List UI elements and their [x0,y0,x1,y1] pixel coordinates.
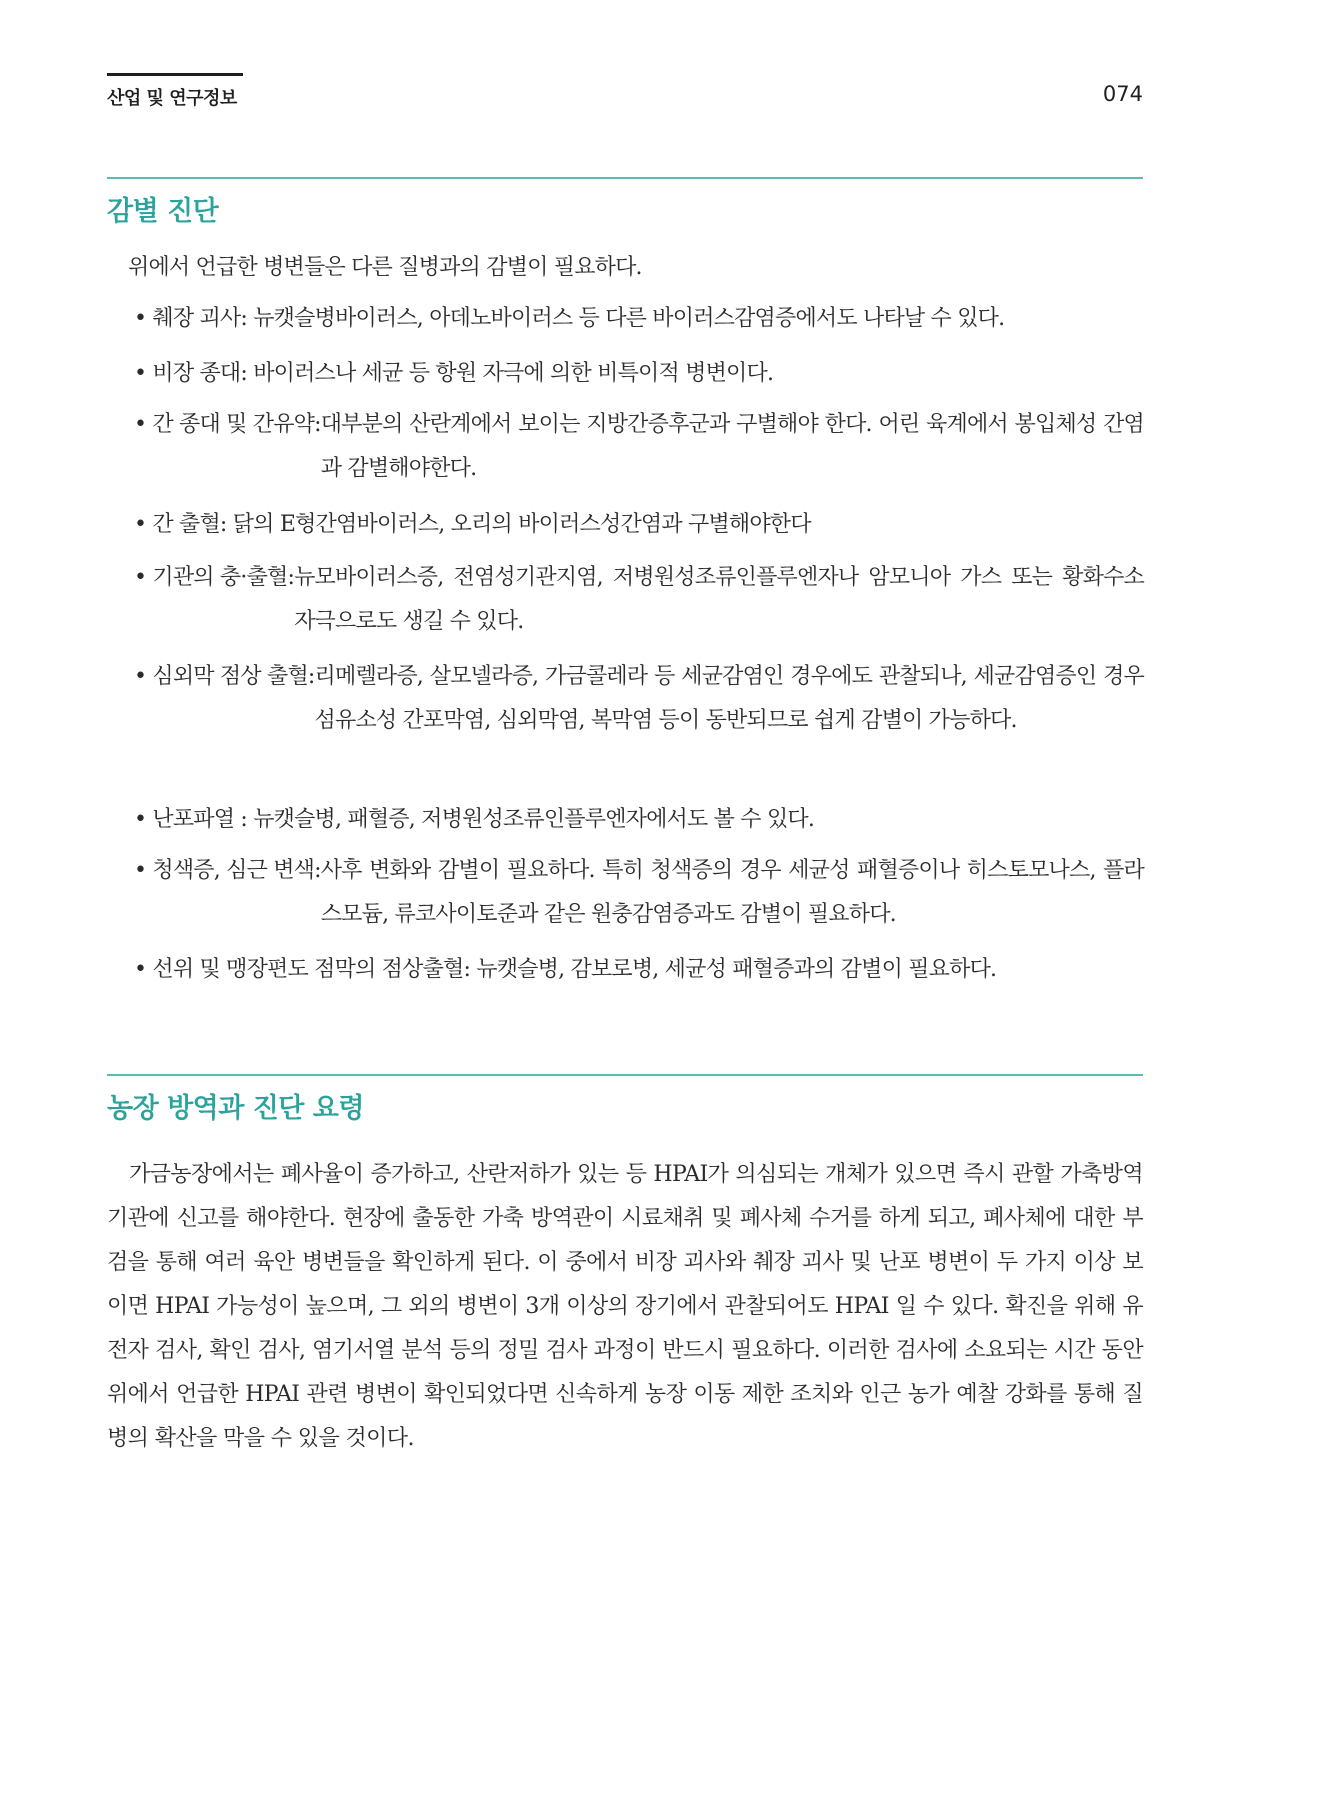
bullet-item [134,655,1144,743]
bullet-item [134,403,1144,491]
bullet-term: • 심외막 점상 출혈: [134,664,315,689]
bullet-term: • 선위 및 맹장편도 점막의 점상출혈: [134,957,477,982]
bullet-desc: 대부분의 산란계에서 보이는 지방간증후군과 구별해야 한다. 어린 육계에서 봉입체성 간염과 감별해야한다. [320,412,1144,481]
bullet-desc: 뉴캣슬병, 감보로병, 세균성 패혈증과의 감별이 필요하다. [476,957,997,982]
section-label: 산업 및 연구정보 [107,88,237,109]
body-paragraph: 가금농장에서는 폐사율이 증가하고, 산란저하가 있는 등 HPAI가 의심되는 개체가 있으면 즉시 관할 가축방역기관에 신고를 해야한다. 현장에 출동한 가축 방역관이 시료채취 및 폐사체 수거를 하게 되고, 폐사체에 대한 부검을 통해 여러 육안 병변들을 확인하게 된다. 이 중에서 비장 괴사와 췌장 괴사 및 난포 병변이 두 가지 이상 보이면 HPAI 가능성이 높으며, 그 외의 병변이 3개 이상의 장기에서 관찰되어도 HPAI 일 수 있다. 확진을 위해 유전자 검사, 확인 검사, 염기서열 분석 등의 정밀 검사 과정이 반드시 필요하다. 이러한 검사에 소요되는 시간 동안 위에서 언급한 HPAI 관련 병변이 확인되었다면 신속하게 농장 이동 제한 조치와 인근 농가 예찰 강화를 통해 질병의 확산을 막을 수 있을 것이다. [107,1162,1143,1451]
bullet-desc: 뉴모바이러스증, 전염성기관지염, 저병원성조류인플루엔자나 암모니아 가스 또는 황화수소 자극으로도 생길 수 있다. [294,565,1144,634]
bullet-desc: 사후 변화와 감별이 필요하다. 특히 청색증의 경우 세균성 패혈증이나 히스토모나스, 플라스모듐, 류코사이토준과 같은 원충감염증과도 감별이 필요하다. [320,858,1144,927]
bullet-item [134,297,1144,341]
bullet-item [134,948,1144,992]
bullet-term: • 난포파열 : [134,807,254,832]
bullet-term: • 기관의 충·출혈: [134,565,295,590]
bullet-desc: 뉴캣슬병바이러스, 아데노바이러스 등 다른 바이러스감염증에서도 나타날 수 있다. [253,306,1005,331]
section-title-differential-diagnosis: 감별 진단 [107,196,219,227]
header-rule [107,73,243,76]
bullet-desc: 바이러스나 세균 등 항원 자극에 의한 비특이적 병변이다. [253,361,774,386]
bullet-item [134,798,1144,842]
bullet-term: • 간 종대 및 간유약: [134,412,321,437]
page-number: 074 [1102,82,1143,106]
bullet-term: • 간 출혈: [134,512,233,537]
section-divider [107,1074,1143,1076]
section-intro: 위에서 언급한 병변들은 다른 질병과의 감별이 필요하다. [128,255,642,280]
bullet-term: • 청색증, 심근 변색: [134,858,321,883]
bullet-desc: 리메렐라증, 살모넬라증, 가금콜레라 등 세균감염인 경우에도 관찰되나, 세균감염증인 경우 섬유소성 간포막염, 심외막염, 복막염 등이 동반되므로 쉽게 감별이 가능하다. [314,664,1144,733]
bullet-term: • 비장 종대: [134,361,254,386]
bullet-item [134,352,1144,396]
bullet-item [134,556,1144,644]
bullet-item [134,503,1144,547]
bullet-term: • 췌장 괴사: [134,306,254,331]
section-divider [107,177,1143,179]
section-title-farm-quarantine: 농장 방역과 진단 요령 [107,1093,364,1124]
bullet-desc: 뉴캣슬병, 패혈증, 저병원성조류인플루엔자에서도 볼 수 있다. [253,807,815,832]
bullet-desc: 닭의 E형간염바이러스, 오리의 바이러스성간염과 구별해야한다 [232,512,811,537]
bullet-item [134,849,1144,937]
